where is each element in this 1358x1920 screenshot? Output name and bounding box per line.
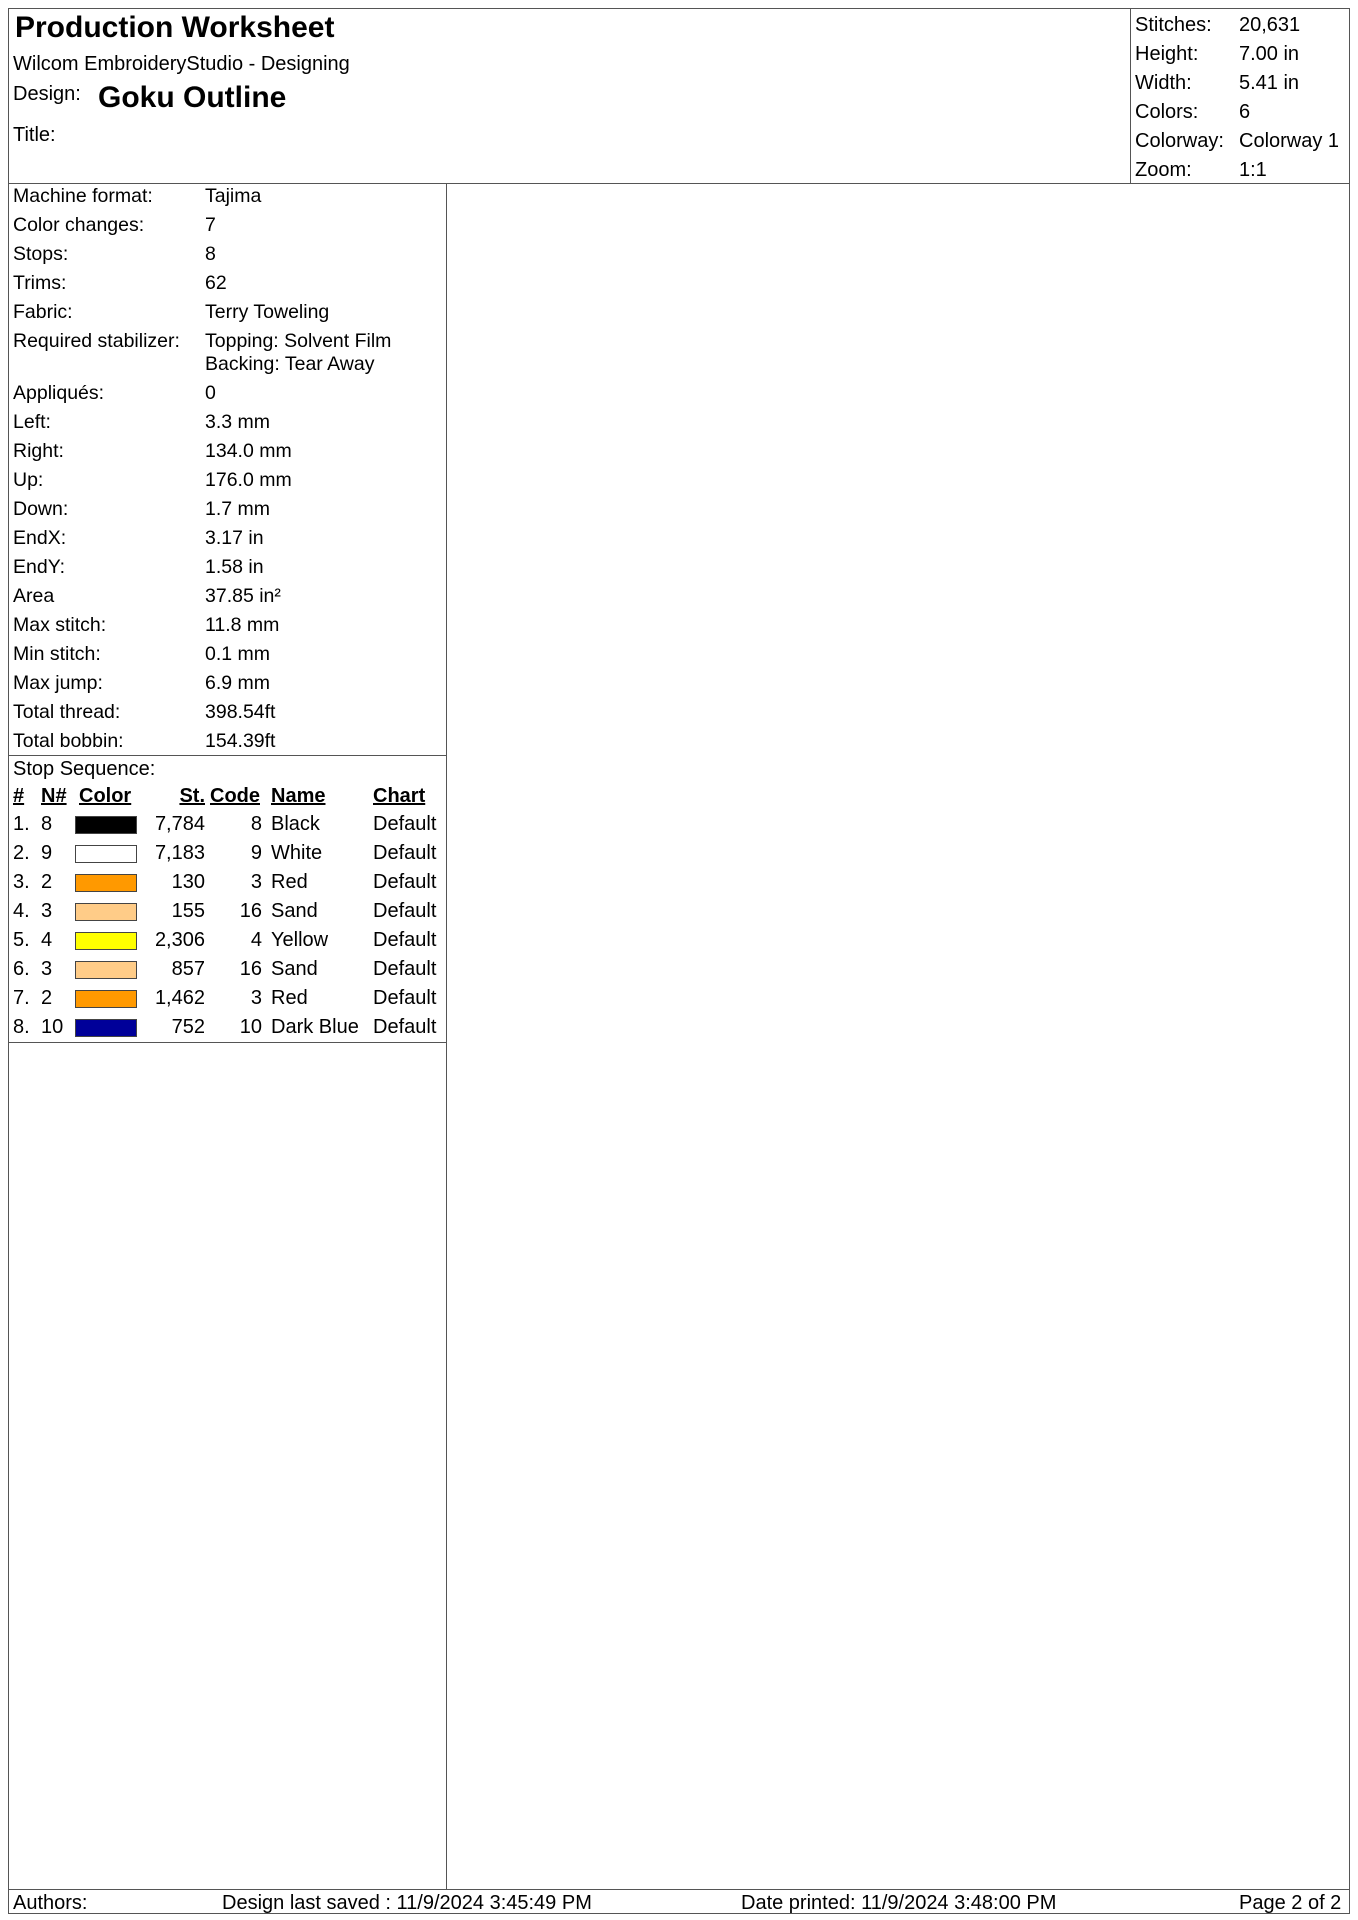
summary-label: Width: xyxy=(1135,72,1192,94)
row-code: 9 xyxy=(250,842,262,864)
detail-label: Trims: xyxy=(13,272,67,294)
summary-label: Zoom: xyxy=(1135,159,1192,181)
color-swatch xyxy=(75,961,137,979)
header-divider xyxy=(9,183,1349,184)
row-name: Dark Blue xyxy=(271,1016,359,1038)
detail-label: Total thread: xyxy=(13,701,121,723)
footer-last-saved: Design last saved : 11/9/2024 3:45:49 PM xyxy=(222,1892,592,1914)
detail-value: 11.8 mm xyxy=(205,614,280,636)
detail-label: Up: xyxy=(13,469,44,491)
detail-value: 8 xyxy=(205,243,216,265)
detail-value: 398.54ft xyxy=(205,701,276,723)
design-name: Goku Outline xyxy=(98,81,287,114)
row-needle: 9 xyxy=(41,842,53,864)
detail-value: 7 xyxy=(205,214,216,236)
row-stitches: 752 xyxy=(171,1016,205,1038)
detail-label: EndY: xyxy=(13,556,66,578)
detail-value: 1.7 mm xyxy=(205,498,271,520)
header-stitches: St. xyxy=(179,785,205,807)
row-needle: 4 xyxy=(41,929,53,951)
summary-divider xyxy=(1130,9,1131,183)
detail-label: Color changes: xyxy=(13,214,145,236)
detail-label: Required stabilizer: xyxy=(13,330,180,352)
detail-value: 1.58 in xyxy=(205,556,264,578)
header-number: # xyxy=(13,785,25,807)
header-name: Name xyxy=(271,785,326,807)
summary-label: Colorway: xyxy=(1135,130,1224,152)
design-label: Design: xyxy=(13,83,81,105)
row-number: 5. xyxy=(13,929,30,951)
row-number: 8. xyxy=(13,1016,30,1038)
row-chart: Default xyxy=(373,871,437,893)
production-worksheet xyxy=(8,8,1350,1914)
detail-value-continued: Backing: Tear Away xyxy=(205,353,375,375)
row-needle: 2 xyxy=(41,987,53,1009)
row-code: 16 xyxy=(239,900,262,922)
detail-label: Min stitch: xyxy=(13,643,101,665)
row-needle: 10 xyxy=(41,1016,64,1038)
title-label: Title: xyxy=(13,124,56,146)
detail-label: Left: xyxy=(13,411,51,433)
row-number: 6. xyxy=(13,958,30,980)
summary-value: Colorway 1 xyxy=(1239,130,1340,152)
color-swatch xyxy=(75,816,137,834)
row-name: Sand xyxy=(271,900,318,922)
row-number: 4. xyxy=(13,900,30,922)
detail-value: 62 xyxy=(205,272,227,294)
row-name: Sand xyxy=(271,958,318,980)
detail-label: Right: xyxy=(13,440,64,462)
row-chart: Default xyxy=(373,987,437,1009)
detail-value: 154.39ft xyxy=(205,730,276,752)
row-name: Red xyxy=(271,987,308,1009)
footer-page-number: Page 2 of 2 xyxy=(1239,1892,1342,1914)
detail-value: 0.1 mm xyxy=(205,643,271,665)
row-stitches: 2,306 xyxy=(154,929,205,951)
detail-label: EndX: xyxy=(13,527,67,549)
row-needle: 3 xyxy=(41,900,53,922)
row-stitches: 130 xyxy=(171,871,205,893)
header-code: Code xyxy=(210,785,260,807)
color-swatch xyxy=(75,903,137,921)
row-stitches: 7,784 xyxy=(154,813,205,835)
summary-value: 5.41 in xyxy=(1239,72,1300,94)
summary-value: 20,631 xyxy=(1239,14,1301,36)
row-code: 8 xyxy=(250,813,262,835)
row-chart: Default xyxy=(373,929,437,951)
software-name: Wilcom EmbroideryStudio - Designing xyxy=(13,53,350,75)
row-name: White xyxy=(271,842,323,864)
row-number: 3. xyxy=(13,871,30,893)
left-panel-divider xyxy=(446,183,447,1889)
row-number: 1. xyxy=(13,813,30,835)
row-code: 16 xyxy=(239,958,262,980)
row-needle: 3 xyxy=(41,958,53,980)
summary-value: 1:1 xyxy=(1239,159,1267,181)
summary-label: Height: xyxy=(1135,43,1199,65)
detail-label: Down: xyxy=(13,498,69,520)
sequence-divider xyxy=(9,1042,446,1043)
color-swatch xyxy=(75,1019,137,1037)
detail-value: Topping: Solvent Film xyxy=(205,330,392,352)
detail-value: 37.85 in² xyxy=(205,585,281,607)
row-code: 10 xyxy=(239,1016,262,1038)
row-chart: Default xyxy=(373,958,437,980)
color-swatch xyxy=(75,845,137,863)
color-swatch xyxy=(75,874,137,892)
row-number: 7. xyxy=(13,987,30,1009)
detail-label: Total bobbin: xyxy=(13,730,124,752)
row-needle: 2 xyxy=(41,871,53,893)
color-swatch xyxy=(75,990,137,1008)
detail-label: Max stitch: xyxy=(13,614,107,636)
detail-value: 134.0 mm xyxy=(205,440,292,462)
detail-label: Max jump: xyxy=(13,672,103,694)
row-code: 3 xyxy=(250,871,262,893)
summary-value: 7.00 in xyxy=(1239,43,1300,65)
summary-label: Colors: xyxy=(1135,101,1199,123)
row-number: 2. xyxy=(13,842,30,864)
detail-value: 3.3 mm xyxy=(205,411,271,433)
row-chart: Default xyxy=(373,900,437,922)
footer-date-printed: Date printed: 11/9/2024 3:48:00 PM xyxy=(741,1892,1057,1914)
detail-label: Stops: xyxy=(13,243,69,265)
row-chart: Default xyxy=(373,813,437,835)
row-chart: Default xyxy=(373,842,437,864)
row-chart: Default xyxy=(373,1016,437,1038)
summary-label: Stitches: xyxy=(1135,14,1212,36)
row-code: 3 xyxy=(250,987,262,1009)
row-name: Black xyxy=(271,813,320,835)
row-name: Yellow xyxy=(271,929,329,951)
detail-label: Area xyxy=(13,585,55,607)
row-stitches: 857 xyxy=(171,958,205,980)
row-needle: 8 xyxy=(41,813,53,835)
header-chart: Chart xyxy=(373,785,426,807)
details-divider xyxy=(9,755,446,756)
row-stitches: 1,462 xyxy=(154,987,205,1009)
detail-label: Machine format: xyxy=(13,185,153,207)
page-title: Production Worksheet xyxy=(15,11,335,44)
footer-divider xyxy=(9,1889,1349,1890)
detail-label: Fabric: xyxy=(13,301,73,323)
detail-value: Terry Toweling xyxy=(205,301,330,323)
row-stitches: 7,183 xyxy=(154,842,205,864)
row-stitches: 155 xyxy=(171,900,205,922)
row-code: 4 xyxy=(250,929,262,951)
footer-authors: Authors: xyxy=(13,1892,88,1914)
detail-value: 0 xyxy=(205,382,216,404)
detail-value: 176.0 mm xyxy=(205,469,292,491)
summary-value: 6 xyxy=(1239,101,1251,123)
detail-value: 6.9 mm xyxy=(205,672,271,694)
stop-sequence-title: Stop Sequence: xyxy=(13,758,156,780)
detail-value: Tajima xyxy=(205,185,262,207)
detail-label: Appliqués: xyxy=(13,382,105,404)
row-name: Red xyxy=(271,871,308,893)
color-swatch xyxy=(75,932,137,950)
header-color: Color xyxy=(79,785,132,807)
header-needle: N# xyxy=(41,785,67,807)
detail-value: 3.17 in xyxy=(205,527,264,549)
